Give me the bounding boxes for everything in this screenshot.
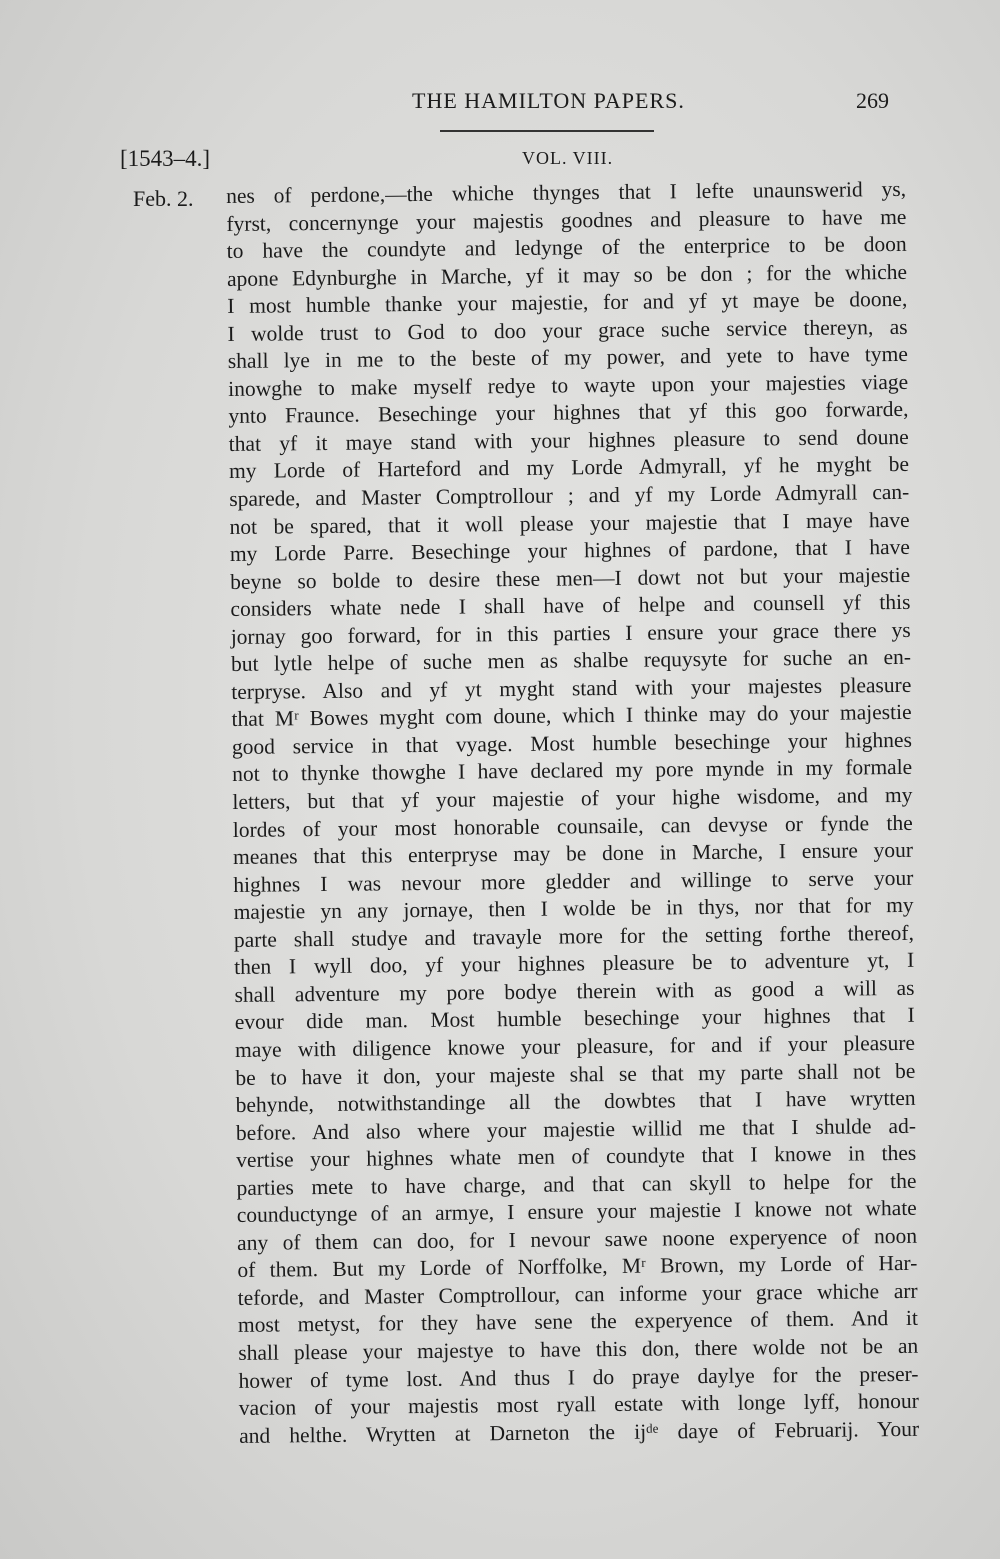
text-line: vacion of your majestis most ryall estate with longe lyff, honour <box>238 1388 919 1420</box>
text-line: of them. But my Lorde of Norffolke, Mʳ Brown, my Lorde of Har- <box>237 1251 918 1283</box>
running-title: THE HAMILTON PAPERS. <box>412 88 685 113</box>
text-line: shall please your majestye to have this don, there wolde not be an <box>238 1333 919 1365</box>
text-line: considers whate nede I shall have of helpe and counsell yf this <box>230 590 911 622</box>
volume-label: VOL. VIII. <box>522 148 614 168</box>
text-line: I most humble thanke your majestie, for and yf yt maye be doone, <box>227 287 908 319</box>
text-line: not be spared, that it woll please your majestie that I maye have <box>229 507 910 539</box>
margin-date: Feb. 2. <box>133 186 194 211</box>
text-line: inowghe to make myself redye to wayte upon your majesties viage <box>228 369 909 401</box>
text-line: hower of tyme lost. And thus I do praye daylye for the preser- <box>238 1361 919 1393</box>
text-line: be to have it don, your majeste shal se that my parte shall not be <box>235 1058 916 1090</box>
text-line: majestie yn any jornaye, then I wolde be in thys, nor that for my <box>233 893 914 925</box>
text-line: my Lorde of Harteford and my Lorde Admyrall, yf he myght be <box>228 452 910 484</box>
text-line: jornay goo forward, for in this parties I ensure your grace there ys <box>230 617 911 649</box>
text-line: and helthe. Wrytten at Darneton the ijᵈᵉ daye of Februarij. Your <box>238 1416 920 1448</box>
text-line: parte shall studye and travayle more for the setting forthe thereof, <box>233 920 915 952</box>
text-line: fyrst, concernynge your majestis goodnes and pleasure to have me <box>226 204 907 236</box>
text-line: meanes that this enterpryse may be done in Marche, I ensure your <box>232 837 914 870</box>
text-line: teforde, and Master Comptrollour, can informe your grace whiche arr <box>237 1278 918 1310</box>
text-line: that yf it maye stand with your highnes pleasure to send doune <box>228 424 909 456</box>
text-line: good service in that vyage. Most humble besechinge your highnes <box>231 727 912 759</box>
title-rule <box>440 130 654 132</box>
text-line: letters, but that yf your majestie of your highe wisdome, and my <box>232 782 913 814</box>
text-line: highnes I was nevour more gledder and willinge to serve your <box>233 865 914 897</box>
text-line: counductynge of an armye, I ensure your majestie I knowe not whate <box>236 1196 917 1228</box>
text-line: parties mete to have charge, and that can skyll to helpe for the <box>236 1168 917 1200</box>
text-line: shall adventure my pore bodye therein with as good a will as <box>234 975 915 1007</box>
date-range: [1543–4.] <box>120 146 211 171</box>
text-line: to have the coundyte and ledynge of the enterprice to be doon <box>226 231 907 264</box>
text-line: vertise your highnes whate men of coundyte that I knowe in thes <box>236 1140 917 1173</box>
page-number: 269 <box>856 88 889 113</box>
text-line: behynde, notwithstandinge all the dowbtes that I have wrytten <box>235 1085 916 1117</box>
text-line: ynto Fraunce. Besechinge your highnes that yf this goo forwarde, <box>228 397 909 429</box>
text-line: most metyst, for they have sene the experyence of them. And it <box>237 1306 919 1338</box>
text-line: any of them can doo, for I nevour sawe noone experyence of noon <box>236 1223 918 1255</box>
text-line: lordes of your most honorable counsaile, can devyse or fynde the <box>232 810 913 842</box>
text-line: I wolde trust to God to doo your grace suche service thereyn, as <box>227 314 908 346</box>
text-line: nes of perdone,—the whiche thynges that I lefte unaunswerid ys, <box>226 176 907 208</box>
text-line: that Mʳ Bowes myght com doune, which I thinke may do your majestie <box>231 700 912 732</box>
text-line: evour dide man. Most humble besechinge your highnes that I <box>234 1003 915 1035</box>
text-line: beyne so bolde to desire these men—I dowt not but your majestie <box>230 562 911 594</box>
text-line: shall lye in me to the beste of my power, and yete to have tyme <box>227 342 908 374</box>
text-line: but lytle helpe of suche men as shalbe requysyte for suche an en- <box>230 645 912 677</box>
text-line: apone Edynburghe in Marche, yf it may so be don ; for the whiche <box>226 259 908 291</box>
letter-body-text <box>226 176 919 1450</box>
text-line: sparede, and Master Comptrollour ; and yf my Lorde Admyrall can- <box>229 479 910 511</box>
text-line: not to thynke thowghe I have declared my pore mynde in my formale <box>232 755 913 787</box>
text-line: maye with diligence knowe your pleasure, for and if your pleasure <box>234 1030 916 1062</box>
text-line: then I wyll doo, yf your highnes pleasure be to adventure yt, I <box>234 948 915 980</box>
text-line: before. And also where your majestie willid me that I shulde ad- <box>235 1113 917 1145</box>
text-line: my Lorde Parre. Besechinge your highnes of pardone, that I have <box>229 534 910 567</box>
text-line: terpryse. Also and yf yt myght stand with your majestes pleasure <box>231 672 912 704</box>
